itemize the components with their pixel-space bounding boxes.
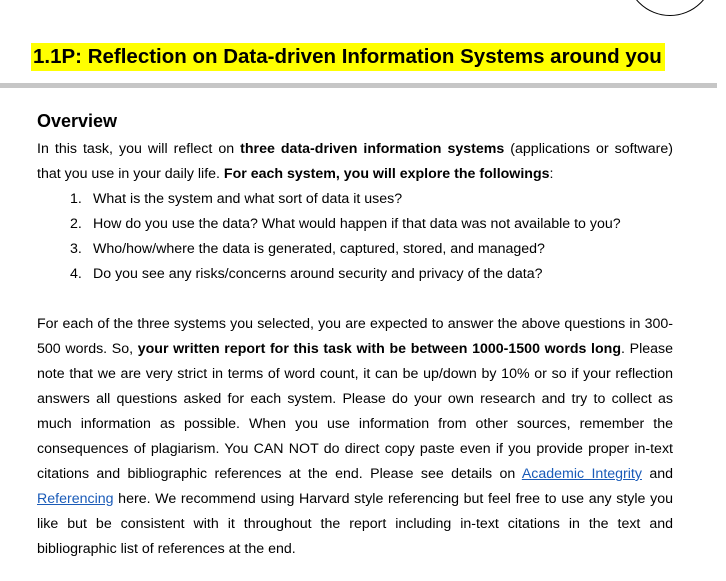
referencing-link[interactable]: Referencing xyxy=(37,491,114,507)
academic-integrity-link[interactable]: Academic Integrity xyxy=(521,466,642,482)
body-paragraph xyxy=(37,312,673,562)
list-item xyxy=(37,212,673,237)
list-item-text: How do you use the data? What would happen if that data was not available to you? xyxy=(93,216,621,232)
list-item-text: Who/how/where the data is generated, captured, stored, and managed? xyxy=(93,241,545,257)
overview-heading: Overview xyxy=(37,111,118,131)
overview-content xyxy=(37,137,673,562)
intro-text-3: : xyxy=(549,166,554,182)
circle-decoration xyxy=(626,0,714,16)
intro-text-2: (applications or software) that you use in your daily life. xyxy=(37,141,673,182)
list-item-text: What is the system and what sort of data it uses? xyxy=(93,191,403,207)
list-item-number: 3. xyxy=(70,241,82,257)
page-title: 1.1P: Reflection on Data-driven Information Systems around you xyxy=(31,43,665,71)
body-text-4: here. We recommend using Harvard style referencing but feel free to use any style you like but be consistent with it throughout the report including in-text citations in the text and bibliographic list of references at the end. xyxy=(37,491,673,557)
list-item-text: Do you see any risks/concerns around security and privacy of the data? xyxy=(93,266,543,282)
body-text-1: For each of the three systems you selected, you are expected to answer the above questions in 300-500 words. So, xyxy=(37,316,673,357)
list-item xyxy=(37,237,673,262)
list-item-number: 2. xyxy=(70,216,82,232)
list-item-number: 4. xyxy=(70,266,82,282)
intro-text-1: In this task, you will reflect on xyxy=(37,141,241,157)
list-item xyxy=(37,262,673,287)
body-text-2: . Please note that we are very strict in terms of word count, it can be up/down by 10% or so if your reflection answers all questions asked for each system. Please do your own research and try to collect as much information as possible. When you use information from other sources, remember the consequences of plagiarism. You CAN NOT do direct copy paste even if you provide proper in-text citations and bibliographic references at the end. Please see details on xyxy=(37,341,673,482)
body-bold-1: your written report for this task with be between 1000-1500 words long xyxy=(137,341,622,357)
title-block xyxy=(31,43,665,71)
questions-list xyxy=(37,187,673,287)
intro-paragraph xyxy=(37,137,673,187)
intro-bold-2: For each system, you will explore the followings xyxy=(223,166,550,182)
section-divider xyxy=(0,83,717,88)
list-item-number: 1. xyxy=(70,191,82,207)
list-item xyxy=(37,187,673,212)
paragraph-spacer xyxy=(37,287,673,312)
body-text-3: and xyxy=(641,466,673,482)
intro-bold-1: three data-driven information systems xyxy=(240,141,505,157)
